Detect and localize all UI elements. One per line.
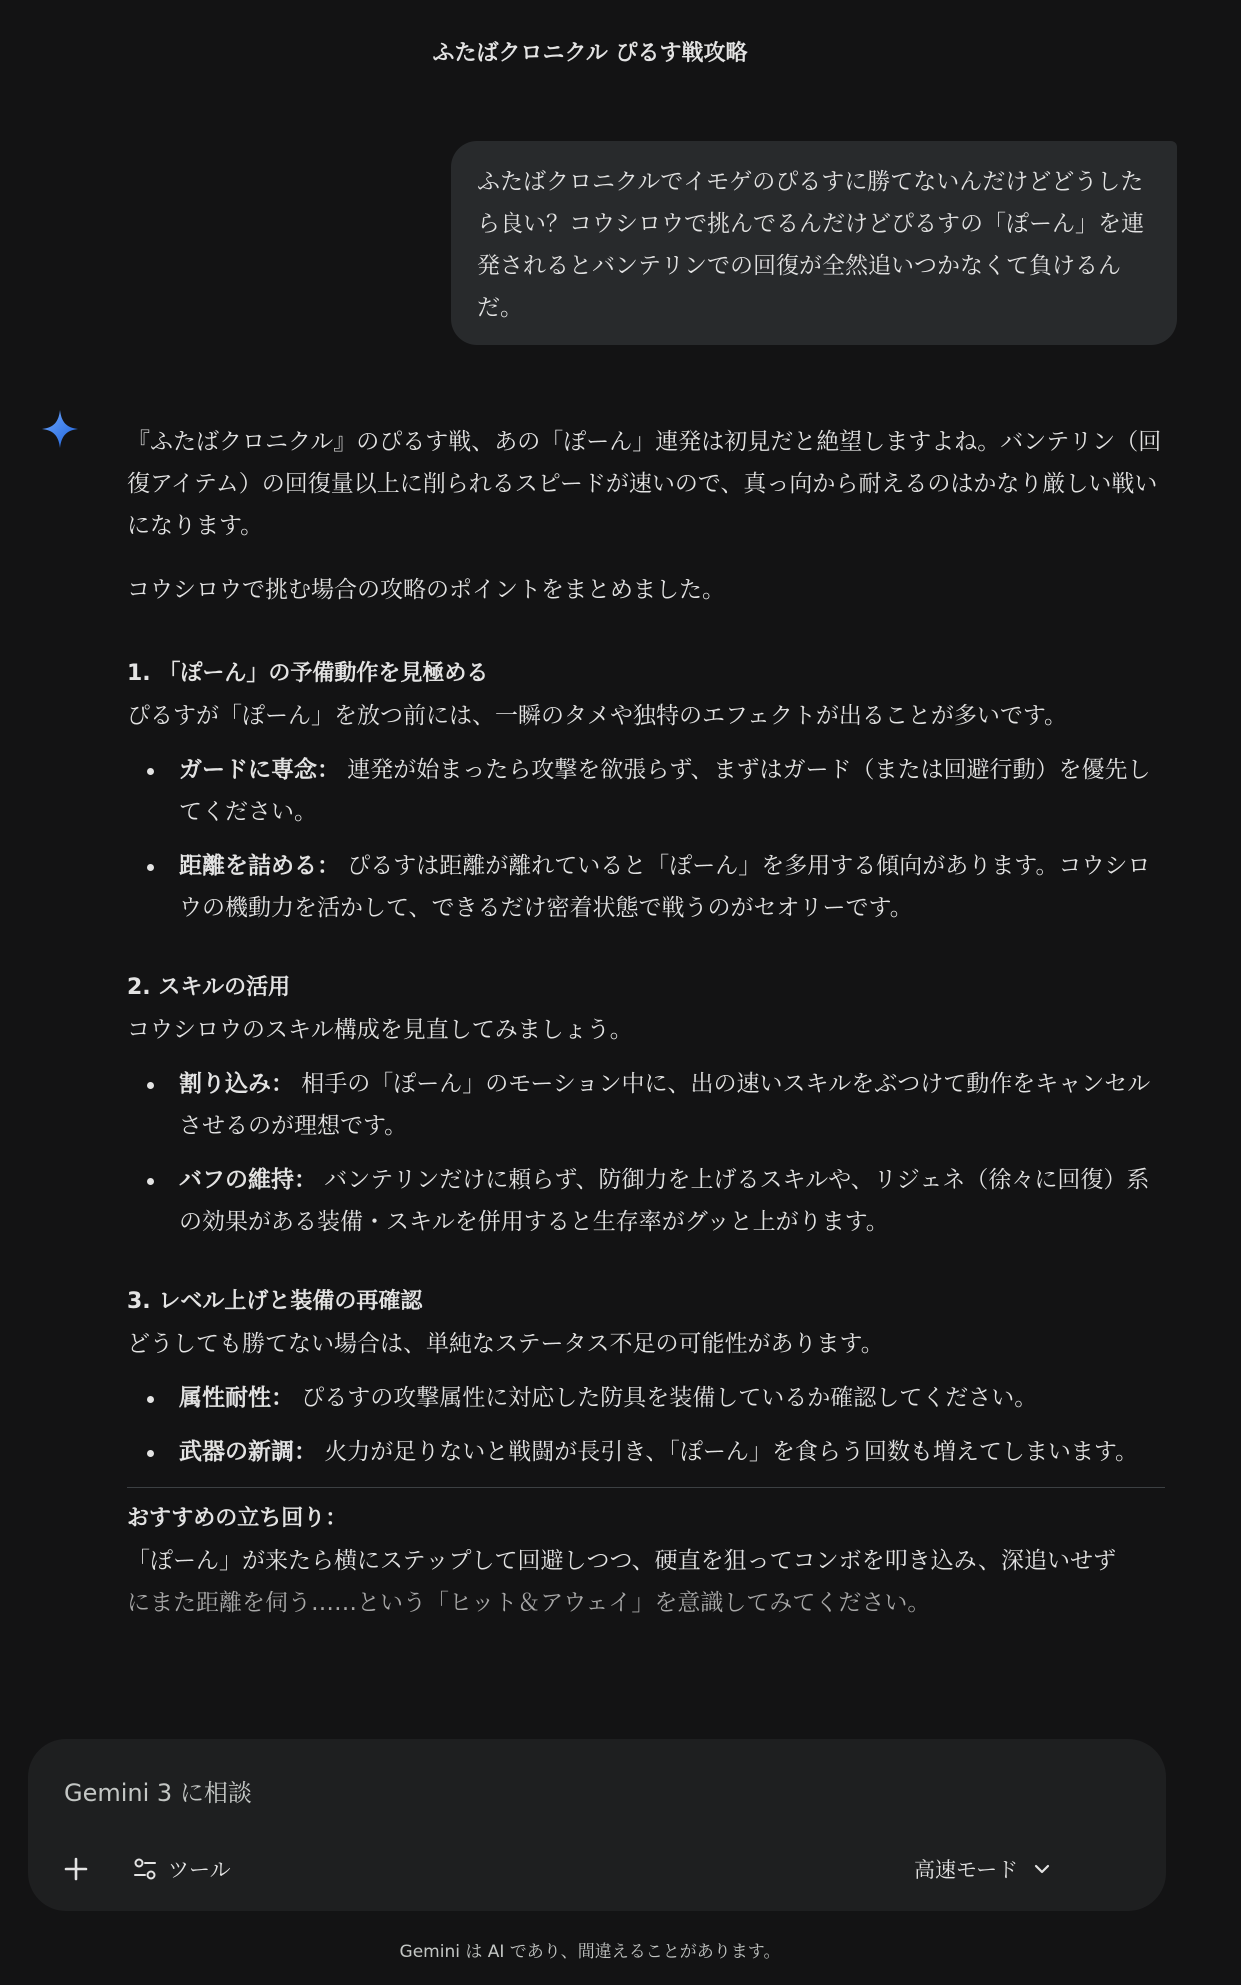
user-message-bubble bbox=[451, 141, 1177, 345]
response-intro: 『ふたばクロニクル』のぴるす戦、あの「ぽーん」連発は初見だと絶望しますよね。バンテリン（回復アイテム）の回復量以上に削られるスピードが速いので、真っ向から耐えるのはかなり厳しい戦いになります。 bbox=[127, 429, 1162, 539]
disclaimer-text: Gemini は AI であり、間違えることがあります。 bbox=[399, 1942, 781, 1962]
tools-sliders-icon bbox=[132, 1856, 158, 1882]
mode-label: 高速モード bbox=[914, 1858, 1019, 1882]
recommendation-heading: おすすめの立ち回り： bbox=[127, 1506, 348, 1531]
section-text: ぴるすが「ぽーん」を放つ前には、一瞬のタメや独特のエフェクトが出ることが多いです。 bbox=[127, 703, 1068, 729]
section-heading: 2. スキルの活用 bbox=[127, 975, 291, 1000]
recommendation-line-2: にまた距離を伺う……という「ヒット＆アウェイ」を意識してみてください。 bbox=[127, 1590, 931, 1616]
prompt-input[interactable]: Gemini 3 に相談 bbox=[64, 1779, 252, 1807]
divider bbox=[127, 1487, 1165, 1488]
section-heading: 1. 「ぽーん」の予備動作を見極める bbox=[127, 661, 489, 686]
section-2 bbox=[127, 967, 1165, 1243]
bullet-label: 武器の新調： bbox=[179, 1439, 317, 1465]
response-lead: コウシロウで挑む場合の攻略のポイントをまとめました。 bbox=[127, 577, 725, 603]
bullet-text: 連発が始まったら攻撃を欲張らず、まずはガード（または回避行動）を優先してください。 bbox=[179, 757, 1151, 825]
chevron-down-icon bbox=[1032, 1859, 1052, 1879]
section-heading: 3. レベル上げと装備の再確認 bbox=[127, 1289, 423, 1314]
bullet-text: 火力が足りないと戦闘が長引き、「ぽーん」を食らう回数も増えてしまいます。 bbox=[317, 1439, 1139, 1465]
tools-label: ツール bbox=[168, 1858, 231, 1882]
add-button[interactable] bbox=[56, 1849, 96, 1889]
user-message-text: ふたばクロニクルでイモゲのぴるすに勝てないんだけどどうしたら良い？コウシロウで挑んでるんだけどぴるすの「ぽーん」を連発されるとバンテリンでの回復が全然追いつかなくて負けるんだ。 bbox=[477, 169, 1144, 321]
list-item bbox=[127, 845, 1165, 929]
bullet-text: ぴるすの攻撃属性に対応した防具を装備しているか確認してください。 bbox=[294, 1385, 1038, 1411]
bullet-list bbox=[127, 749, 1165, 929]
list-item bbox=[127, 749, 1165, 833]
assistant-response bbox=[127, 421, 1165, 1624]
bullet-text: バンテリンだけに頼らず、防御力を上げるスキルや、リジェネ（徐々に回復）系の効果がある装備・スキルを併用すると生存率がグッと上がります。 bbox=[179, 1167, 1150, 1235]
section-text: コウシロウのスキル構成を見直してみましょう。 bbox=[127, 1017, 633, 1043]
bullet-label: バフの維持： bbox=[179, 1167, 317, 1193]
bullet-list bbox=[127, 1063, 1165, 1243]
section-1 bbox=[127, 653, 1165, 929]
mode-selector[interactable] bbox=[914, 1847, 1052, 1891]
list-item bbox=[127, 1431, 1165, 1473]
bullet-text: ぴるすは距離が離れていると「ぽーん」を多用する傾向があります。コウシロウの機動力を活かして、できるだけ密着状態で戦うのがセオリーです。 bbox=[179, 853, 1151, 921]
recommendation-line-1: 「ぽーん」が来たら横にステップして回避しつつ、硬直を狙ってコンボを叩き込み、深追いせず bbox=[127, 1548, 1116, 1574]
list-item bbox=[127, 1377, 1165, 1419]
prompt-composer[interactable] bbox=[28, 1739, 1166, 1911]
list-item bbox=[127, 1063, 1165, 1147]
bullet-label: 距離を詰める： bbox=[179, 853, 340, 879]
list-item bbox=[127, 1159, 1165, 1243]
bullet-label: 属性耐性： bbox=[179, 1385, 294, 1411]
bullet-text: 相手の「ぽーん」のモーション中に、出の速いスキルをぶつけて動作をキャンセルさせるのが理想です。 bbox=[179, 1071, 1151, 1139]
conversation-title: ふたばクロニクル ぴるす戦攻略 bbox=[432, 41, 748, 66]
tools-button[interactable] bbox=[132, 1847, 231, 1891]
bullet-list bbox=[127, 1377, 1165, 1473]
plus-icon bbox=[63, 1856, 89, 1882]
bullet-label: 割り込み： bbox=[179, 1071, 294, 1097]
section-3 bbox=[127, 1281, 1165, 1473]
bullet-label: ガードに専念： bbox=[179, 757, 340, 783]
section-text: どうしても勝てない場合は、単純なステータス不足の可能性があります。 bbox=[127, 1331, 884, 1357]
gemini-spark-icon bbox=[40, 408, 80, 450]
